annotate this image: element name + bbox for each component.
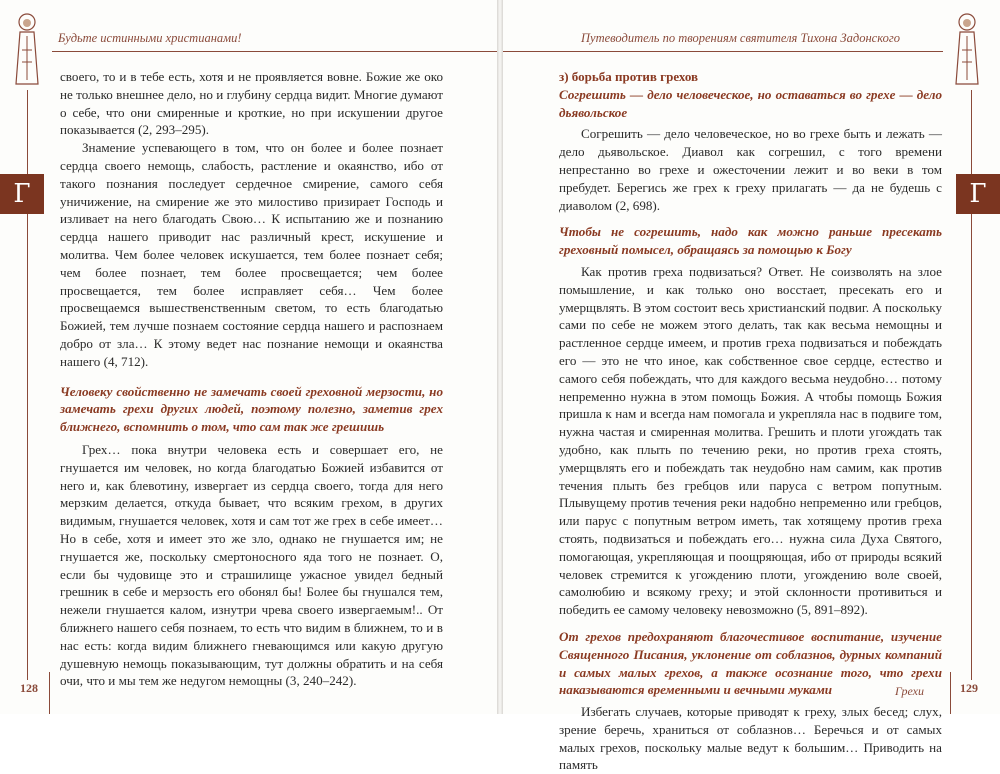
footer-title: Грехи (895, 684, 924, 698)
alphabet-tab-left[interactable]: Г (0, 174, 44, 214)
section-heading: з) борьба против грехов (559, 69, 699, 84)
paragraph: своего, то и в тебе есть, хотя и не проявляется вовне. Божие же око не только внешнее дело, но и глубину сердца видит. Многие думают о себе, что они смиренные и кроткие, но при искушении другое показывается (2, 293–295). (60, 69, 443, 138)
saint-ornament-icon (950, 10, 984, 90)
left-text-column (60, 68, 443, 690)
subheading: От грехов предохраняют благочестивое воспитание, изучение Священного Писания, уклонение от соблазнов, дурных компаний и самых малых грехов, а также осознание того, что грехи наказываются временными и вечными муками (559, 628, 942, 698)
saint-ornament-icon (10, 10, 44, 90)
paragraph: Избегать случаев, которые приводят к греху, злых бесед; слух, зрение беречь, храниться от соблазнов… Беречься и от самых малых грехов, поскольку малые ведут к большим… Приводить на память (559, 704, 942, 773)
left-page (0, 0, 497, 714)
alphabet-tab-right[interactable]: Г (956, 174, 1000, 214)
footer-rule (950, 672, 951, 714)
paragraph: Как против греха подвизаться? Ответ. Не соизволять на злое помышление, и как только оно восстает, пресекать его и умерщвлять. В этом состоит весь христианский подвиг. А поскольку сами по себе не можем этого делать, так как весьма немощны и растленное сердце имеем, и против греха подвизаться и побеждать его — это не что иное, как собственное свое сердце, естество и самого себя побеждать, что для каждого весьма неудобно… потому непременно нужна в этом помощь Божия. А чтобы помощь Божия пришла к нам и всегда нам помогала и укрепляла нас в подвиге том, нужна частая и смиренная молитва. Грешить и плоти угождать так удобно, как плыть по течению реки, но против греха стоять, умерщвлять его и побеждать так неудобно нам самим, как против течения плыть без гребцов или паруса с ветром попутным. Плывущему против течения реки надобно непременно или гребцов, или парус с попутным ветром иметь, так хотящему против греха стоять, подвизаться и побеждать его… нужна сила Духа Святого, помогающая, укрепляющая и поощряющая, ибо от природы всякий человек стремится к угождению плоти, угождению воле своей, самолюбию и всякому греху; и этой склонности противиться и победить ее самому человеку невозможно (5, 891–892). (559, 263, 942, 618)
paragraph: Знамение успевающего в том, что он более и более познает сердца своего немощь, слабость, растление и окаянство, ибо от такого познания последует сердечное смирение, самого себя уничижение, на смирение же это милостиво призирает Господь и изливает на него благодать Свою… К испытанию же и познанию сердца нашего приводит нас различный крест, искушение и молитва. Чем более человек искушается, тем более познает себя; чем более познает, тем более просвещается; чем более просвещается, тем более исправляет себя… Чем более просвещаемся вышественственным светом, то есть благодатью Божией, тем лучше познаем состояние сердца нашего и распознаем добро от зла… К этому ведет нас познание немощи и окаянства нашего (4, 712). (60, 140, 443, 369)
footer-rule (49, 672, 50, 714)
paragraph: Грех… пока внутри человека есть и совершает его, не гнушается им человек, но когда благодатью Божией избавится от него и, как блевотину, извергает из сердца своего, тогда для него мерзким делается, откуда бывает, что всяким грехом, в других видимым, гнушается человек, хотя и сам тот же грех в себе имеет… Но в себе, хотя и имеет это же зло, однако не гнушается им; не гнушается же, поскольку смертоносного яда того не познает. О, если бы чудовище это и страшилище ужасное увидел бедный грешник в себе и мерзость его обонял бы! Более бы гнушался тем, нежели гнушается калом, изнутри чрева своего извергаемым!.. От ближнего нашего себя познаем, то есть что видим в ближнем, то и в нас есть: когда видим ближнего гневающимся или какую другую душевную немощь показывающим, тут должны обратить и на себя очи, что и мы тем же недугом немощны (3, 240–242). (60, 441, 443, 689)
subheading: Чтобы не согрешить, надо как можно раньше пресекать греховный помысел, обращаясь за помощью к Богу (559, 224, 942, 258)
header-rule (52, 51, 497, 52)
right-page (503, 0, 1000, 773)
page-number-left: 128 (20, 681, 38, 695)
right-text-column (559, 68, 942, 774)
subheading: Согрешить — дело человеческое, но оставаться во грехе — дело дьявольское (559, 86, 942, 120)
running-title-left: Будьте истинными христианами! (58, 31, 242, 45)
page-number-right: 129 (960, 681, 978, 695)
header-rule (503, 51, 943, 52)
running-title-right: Путеводитель по творениям святителя Тихона Задонского (581, 31, 900, 45)
paragraph: Согрешить — дело человеческое, но во грехе быть и лежать — дело дьявольское. Диавол как согрешил, с того времени непрестанно во грехе и ожесточении лежит и во веки в том пребудет. Берегись же грех к греху прилагать — да не будешь с диаволом (2, 698). (559, 126, 942, 213)
subheading: Человеку свойственно не замечать своей греховной мерзости, но замечать грехи других людей, поэтому полезно, заметив грех ближнего, вспомнить о том, что сам так же грешишь (60, 383, 443, 435)
